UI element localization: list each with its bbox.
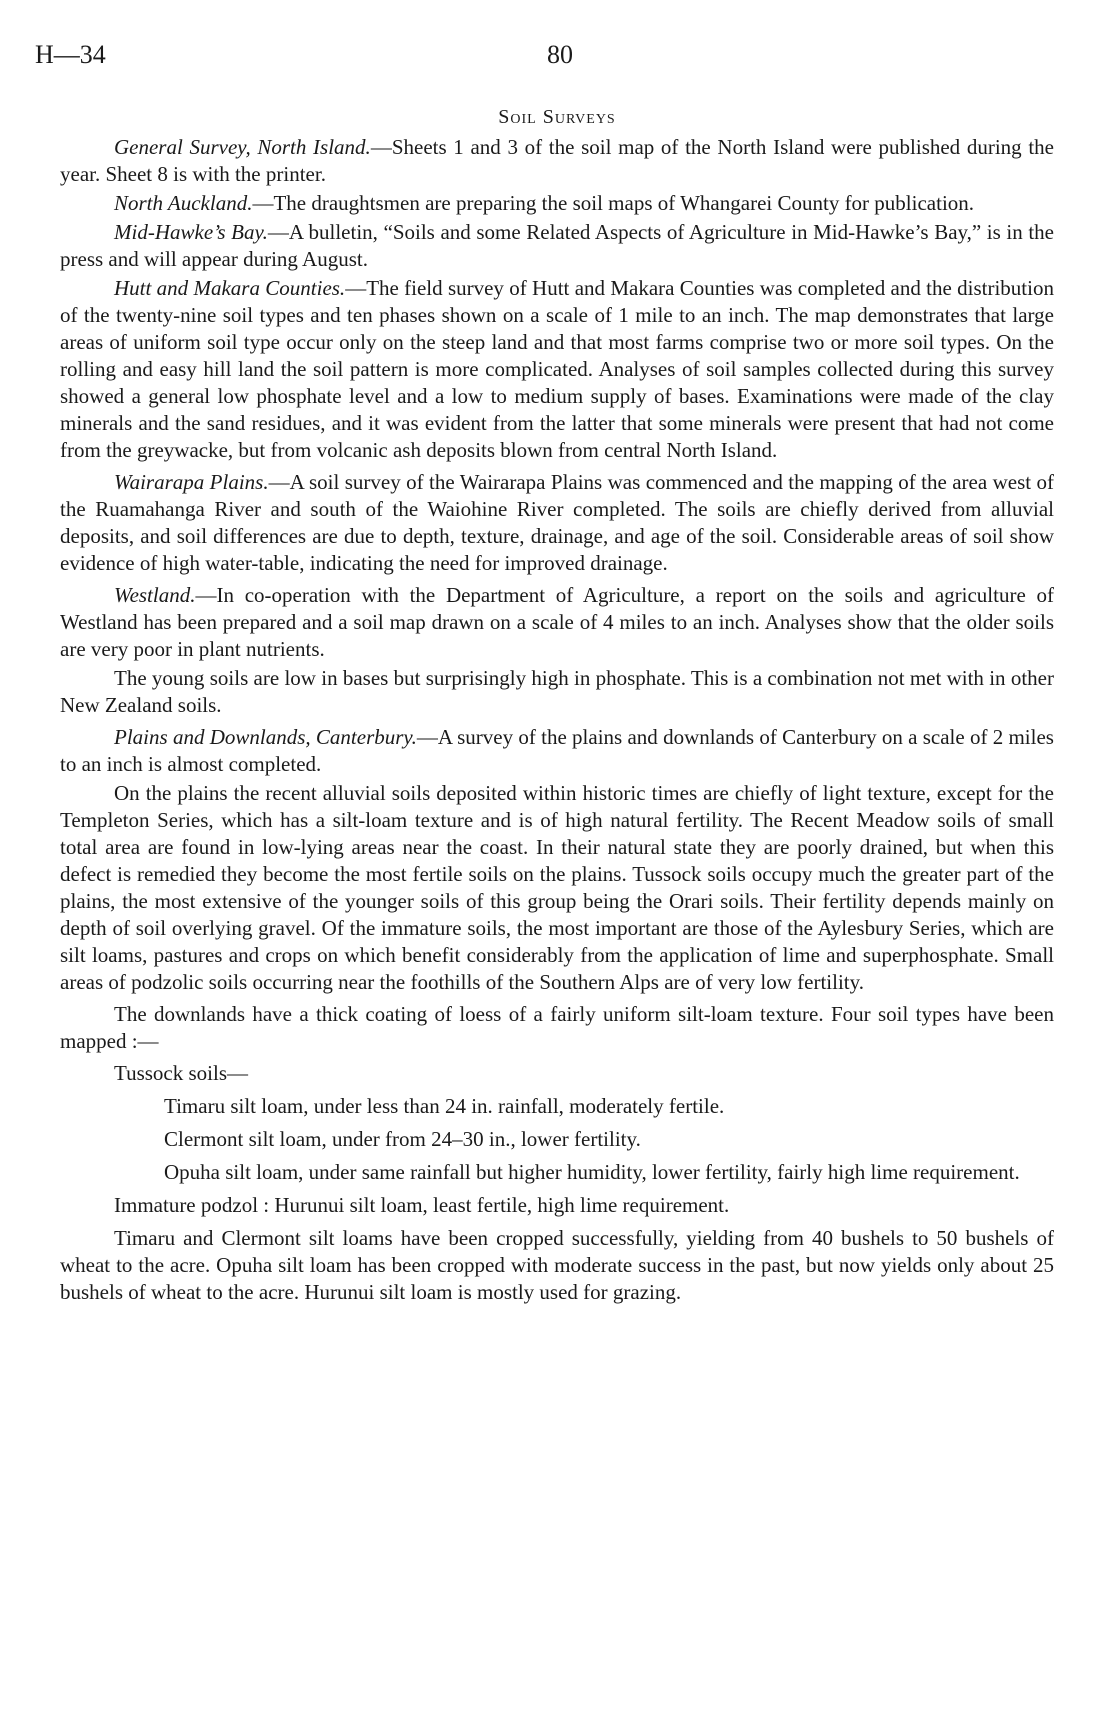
paragraph-heading: Mid-Hawke’s Bay. — [114, 220, 268, 244]
paragraph-text: —A survey of the plains and downlands of Canterbury on a scale of 2 miles to an inch is almost completed. — [60, 725, 1054, 776]
paragraph-text: —In co-operation with the Department of Agriculture, a report on the soils and agriculture of Westland has been prepared and a soil map drawn on a scale of 4 miles to an inch. Analyses show that the older soils are very poor in plant nutrients. — [60, 583, 1054, 661]
paragraph-text: —A bulletin, “Soils and some Related Aspects of Agriculture in Mid-Hawke’s Bay,” is in the press and will appear during August. — [60, 220, 1054, 271]
page-number: 80 — [547, 40, 573, 69]
document-page — [35, 0, 1055, 1715]
paragraph-closing: Timaru and Clermont silt loams have been cropped successfully, yielding from 40 bushels to 50 bushels of wheat to the acre. Opuha silt loam has been cropped with moderate success in the past, but now yields only about 25 bushels of wheat to the acre. Hurunui silt loam is mostly used for grazing. — [60, 1226, 1054, 1304]
paragraph-text: —Sheets 1 and 3 of the soil map of the North Island were published during the year. Sheet 8 is with the printer. — [60, 135, 1055, 186]
document-body — [60, 134, 1054, 1311]
paragraph-north-auckland — [60, 190, 1054, 217]
paragraph-westland — [60, 582, 1054, 663]
paragraph-heading: Plains and Downlands, Canterbury. — [114, 725, 417, 749]
paragraph-canterbury-plains: On the plains the recent alluvial soils deposited within historic times are chiefly of light texture, except for the Templeton Series, which has a silt-loam texture and is of high natural fertility. The Recent Meadow soils of small total area are found in low-lying areas near the coast. In their natural state they are poorly drained, but when this defect is remedied they become the most fertile soils on the plains. Tussock soils occupy much the greater part of the plains, the most extensive of the younger soils of this group being the Orari soils. Their fertility depends mainly on depth of soil overlying gravel. Of the immature soils, the most important are those of the Aylesbury Series, which are silt loams, pastures and crops on which benefit considerably from the application of lime and superphosphate. Small areas of podzolic soils occurring near the foothills of the Southern Alps are of very low fertility. — [60, 781, 1054, 994]
paragraph-heading: General Survey, North Island. — [114, 135, 371, 159]
paragraph-heading: Wairarapa Plains. — [114, 470, 269, 494]
paragraph-canterbury — [60, 724, 1054, 778]
paragraph-wairarapa — [60, 469, 1054, 577]
paragraph-westland-continued: The young soils are low in bases but surprisingly high in phosphate. This is a combination not met with in other New Zealand soils. — [60, 666, 1054, 717]
soil-list-item: Opuha silt loam, under same rainfall but higher humidity, lower fertility, fairly high lime requirement. — [164, 1160, 1020, 1184]
paragraph-heading: North Auckland. — [114, 191, 253, 215]
page-header — [35, 40, 1054, 80]
paragraph-heading: Westland. — [114, 583, 196, 607]
paragraph-text: —A soil survey of the Wairarapa Plains was commenced and the mapping of the area west of the Ruamahanga River and south of the Waiohine River completed. The soils are chiefly derived from alluvial deposits, and soil differences are due to depth, texture, drainage, and age of the soil. Considerable areas of soil show evidence of high water-table, indicating the need for improved drainage. — [60, 470, 1054, 575]
section-title: Soil Surveys — [498, 106, 616, 128]
paragraph-hutt-makara — [60, 275, 1054, 464]
podzol-line: Immature podzol : Hurunui silt loam, least fertile, high lime requirement. — [114, 1193, 730, 1217]
paragraph-general-survey — [60, 134, 1054, 188]
soil-list-item: Clermont silt loam, under from 24–30 in., lower fertility. — [164, 1127, 641, 1151]
page-reference: H—34 — [35, 40, 106, 69]
paragraph-text: —The field survey of Hutt and Makara Counties was completed and the distribution of the twenty-nine soil types and ten phases shown on a scale of 1 mile to an inch. The map demonstrates that large areas of uniform soil type occur only on the steep land and that most farms comprise two or more soil types. On the rolling and easy hill land the soil pattern is more complicated. Analyses of soil samples collected during this survey showed a general low phosphate level and a low to medium supply of bases. Examinations were made of the clay minerals and the sand residues, and it was evident from the latter that some minerals were present that had not come from the greywacke, but from volcanic ash deposits blown from central North Island. — [60, 276, 1054, 462]
paragraph-mid-hawkes-bay — [60, 219, 1054, 273]
paragraph-downlands: The downlands have a thick coating of loess of a fairly uniform silt-loam texture. Four soil types have been mapped :— — [60, 1002, 1054, 1053]
paragraph-text: —The draughtsmen are preparing the soil maps of Whangarei County for publication. — [252, 191, 975, 215]
soil-list-heading: Tussock soils— — [114, 1061, 249, 1085]
paragraph-heading: Hutt and Makara Counties. — [114, 276, 346, 300]
soil-list-item: Timaru silt loam, under less than 24 in. rainfall, moderately fertile. — [164, 1094, 725, 1118]
